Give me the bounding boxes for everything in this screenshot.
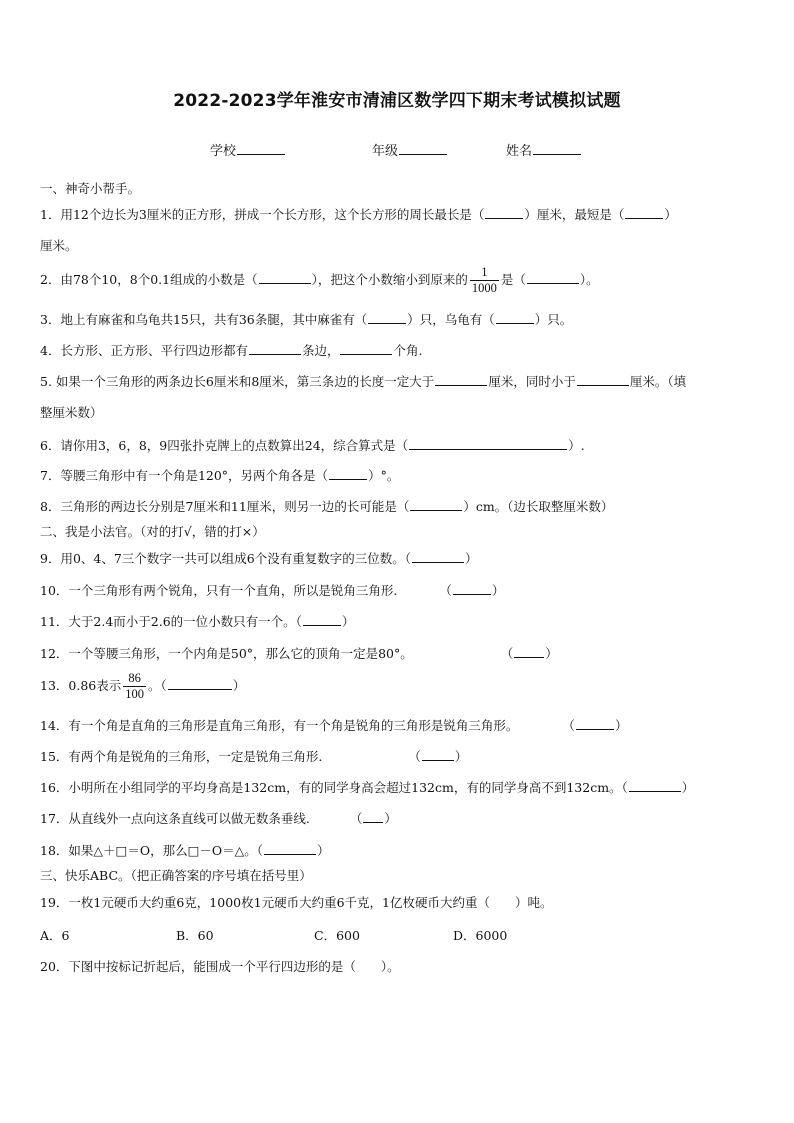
q1-blank-2[interactable] <box>625 206 663 219</box>
question-13: 13．0.86表示 $\frac{86}{100}$ 。（ ） <box>40 671 246 701</box>
q3-blank-2[interactable] <box>496 311 534 324</box>
q19-option-d[interactable]: D．6000 <box>453 928 508 943</box>
q18-blank[interactable] <box>264 842 316 855</box>
question-10: 10．一个三角形有两个锐角，只有一个直角，所以是锐角三角形. （ ） <box>40 583 505 598</box>
q16-blank[interactable] <box>629 779 681 792</box>
q17-blank[interactable] <box>363 810 383 823</box>
question-19: 19．一枚1元硬币大约重6克，1000枚1元硬币大约重6千克，1亿枚硬币大约重（ ）吨。 <box>40 895 553 910</box>
question-7: 7．等腰三角形中有一个角是120°，另两个角各是（ ）°。 <box>40 468 400 483</box>
q14-blank[interactable] <box>576 717 614 730</box>
q11-blank[interactable] <box>303 613 341 626</box>
q5-blank-1[interactable] <box>435 373 487 386</box>
name-field <box>506 140 582 159</box>
q10-blank[interactable] <box>453 582 491 595</box>
q7-blank[interactable] <box>329 467 367 480</box>
grade-blank[interactable] <box>399 142 447 155</box>
section-3-heading: 三、快乐ABC。（把正确答案的序号填在括号里） <box>40 868 312 883</box>
q3-blank-1[interactable] <box>368 311 406 324</box>
question-18: 18．如果△＋□＝O，那么□－O＝△。（ ） <box>40 843 330 858</box>
question-2: 2．由78个10，8个0.1组成的小数是（ ），把这个小数缩小到原来的 $\frac{1}{1000}$ 是（ ）。 <box>40 265 599 295</box>
section-2-heading: 二、我是小法官。（对的打√，错的打×） <box>40 524 265 539</box>
question-16: 16．小明所在小组同学的平均身高是132cm，有的同学身高会超过132cm，有的同学身高不到132cm。（ ） <box>40 780 695 795</box>
q9-blank[interactable] <box>412 550 464 563</box>
grade-label: 年级 <box>372 144 399 159</box>
school-blank[interactable] <box>237 142 285 155</box>
q19-option-b[interactable]: B．60 <box>176 928 214 943</box>
q12-blank[interactable] <box>514 645 544 658</box>
question-20: 20．下图中按标记折起后，能围成一个平行四边形的是（ ）。 <box>40 959 400 974</box>
q13-fraction: $\frac{86}{100}$ <box>125 671 144 701</box>
question-5: 5. 如果一个三角形的两条边长6厘米和8厘米，第三条边的长度一定大于 厘米，同时小于 厘米。（填 <box>40 374 687 389</box>
q4-blank-1[interactable] <box>249 342 301 355</box>
q19-option-c[interactable]: C．600 <box>314 928 360 943</box>
q2-blank-1[interactable] <box>259 271 311 284</box>
q5-blank-2[interactable] <box>577 373 629 386</box>
name-label: 姓名 <box>506 144 533 159</box>
grade-field <box>372 140 448 159</box>
question-1: 1．用12个边长为3厘米的正方形，拼成一个长方形，这个长方形的周长最长是（ ）厘米，最短是（ ） <box>40 207 677 222</box>
question-11: 11．大于2.4而小于2.6的一位小数只有一个。（ ） <box>40 614 355 629</box>
school-field <box>210 140 286 159</box>
question-1-cont: 厘米。 <box>40 238 78 253</box>
question-5-cont: 整厘米数） <box>40 405 103 420</box>
q4-blank-2[interactable] <box>340 342 392 355</box>
q2-fraction: $\frac{1}{1000}$ <box>471 265 497 295</box>
question-8: 8．三角形的两边长分别是7厘米和11厘米，则另一边的长可能是（ ）cm。（边长取整厘米数） <box>40 499 614 514</box>
q2-blank-2[interactable] <box>527 271 579 284</box>
question-3: 3．地上有麻雀和乌龟共15只，共有36条腿，其中麻雀有（ ）只，乌龟有（ ）只。 <box>40 312 573 327</box>
question-17: 17．从直线外一点向这条直线可以做无数条垂线. （ ） <box>40 811 397 826</box>
question-6: 6．请你用3，6，8，9四张扑克牌上的点数算出24，综合算式是（ ）. <box>40 438 585 453</box>
q6-blank[interactable] <box>409 437 567 450</box>
page-title: 2022-2023学年淮安市清浦区数学四下期末考试模拟试题 <box>173 91 621 111</box>
name-blank[interactable] <box>533 142 581 155</box>
question-12: 12．一个等腰三角形，一个内角是50°，那么它的顶角一定是80°。 （ ） <box>40 646 558 661</box>
question-9: 9．用0、4、7三个数字一共可以组成6个没有重复数字的三位数。（ ） <box>40 551 478 566</box>
q8-blank[interactable] <box>410 498 462 511</box>
section-1-heading: 一、神奇小帮手。 <box>40 181 141 196</box>
question-14: 14．有一个角是直角的三角形是直角三角形，有一个角是锐角的三角形是锐角三角形。 （ ） <box>40 718 628 733</box>
q19-option-a[interactable]: A．6 <box>40 928 70 943</box>
question-15: 15．有两个角是锐角的三角形，一定是锐角三角形. （ ） <box>40 749 468 764</box>
question-4: 4．长方形、正方形、平行四边形都有 条边， 个角. <box>40 343 423 358</box>
school-label: 学校 <box>210 144 237 159</box>
q15-blank[interactable] <box>422 748 454 761</box>
q1-blank-1[interactable] <box>485 206 523 219</box>
q13-blank[interactable] <box>168 677 232 690</box>
